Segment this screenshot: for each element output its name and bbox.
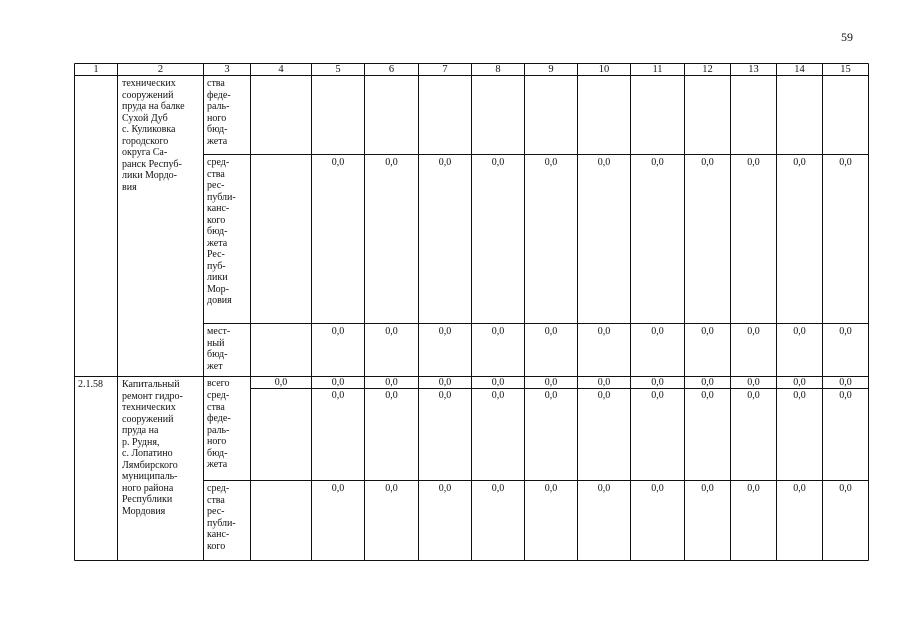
block-a-republic-col12: 0,0 — [701, 157, 714, 168]
header-col-8: 8 — [495, 64, 501, 75]
block-b-republic-col13: 0,0 — [747, 483, 760, 494]
block-b-total-col13: 0,0 — [747, 377, 760, 388]
block-a-description: технических сооружений пруда на балке Сухой Дуб с. Куликовка городского округа Са- ранск Респуб- лики Мордо- вия — [122, 78, 185, 193]
block-b-source-federal: сред- ства феде- раль- ного бюд- жета — [207, 390, 231, 470]
header-col-3: 3 — [224, 64, 230, 75]
block-a-local-col9: 0,0 — [544, 326, 558, 337]
block-b-federal-col13: 0,0 — [747, 390, 760, 401]
block-a-local-col7: 0,0 — [438, 326, 452, 337]
block-a-republic-col14: 0,0 — [793, 157, 806, 168]
block-b-federal-col6: 0,0 — [385, 390, 398, 401]
header-col-7: 7 — [442, 64, 448, 75]
block-a-local-col12: 0,0 — [701, 326, 714, 337]
block-b-federal-col10: 0,0 — [597, 390, 611, 401]
block-a-source-local: мест- ный бюд- жет — [207, 326, 231, 372]
page-number: 59 — [841, 30, 853, 44]
block-b-federal-col7: 0,0 — [438, 390, 452, 401]
block-a-local-col8: 0,0 — [491, 326, 505, 337]
block-b-total-col15: 0,0 — [839, 377, 852, 388]
block-a-republic-col13: 0,0 — [747, 157, 760, 168]
block-b-republic-col14: 0,0 — [793, 483, 806, 494]
header-col-15: 15 — [840, 64, 851, 75]
header-col-1: 1 — [93, 64, 99, 75]
block-b-republic-col7: 0,0 — [438, 483, 452, 494]
block-a-republic-col6: 0,0 — [385, 157, 398, 168]
block-b-republic-col10: 0,0 — [597, 483, 611, 494]
block-b-federal-col11: 0,0 — [651, 390, 664, 401]
block-b-total-col10: 0,0 — [597, 377, 611, 388]
header-col-6: 6 — [388, 64, 395, 75]
block-a-republic-col15: 0,0 — [839, 157, 852, 168]
block-a-republic-col7: 0,0 — [438, 157, 452, 168]
block-b-total-col14: 0,0 — [793, 377, 806, 388]
block-b-federal-col15: 0,0 — [839, 390, 852, 401]
block-a-republic-col5: 0,0 — [331, 157, 345, 168]
header-col-5: 5 — [335, 64, 341, 75]
block-b-code: 2.1.58 — [78, 379, 103, 390]
block-a-republic-col8: 0,0 — [491, 157, 505, 168]
block-b-federal-col14: 0,0 — [793, 390, 806, 401]
header-col-14: 14 — [794, 64, 805, 75]
block-b-total-col4: 0,0 — [274, 377, 288, 388]
block-b-federal-col5: 0,0 — [331, 390, 345, 401]
block-b-republic-col8: 0,0 — [491, 483, 505, 494]
block-b-republic-col5: 0,0 — [331, 483, 345, 494]
header-col-9: 9 — [548, 64, 554, 75]
block-a-local-col5: 0,0 — [331, 326, 345, 337]
block-b-total-col9: 0,0 — [544, 377, 558, 388]
block-b-total-col6: 0,0 — [385, 377, 398, 388]
header-col-13: 13 — [748, 64, 759, 75]
block-b-total-col8: 0,0 — [491, 377, 505, 388]
block-b-republic-col9: 0,0 — [544, 483, 558, 494]
block-a-source-federal: ства феде- раль- ного бюд- жета — [207, 78, 231, 147]
block-b-description: Капитальный ремонт гидро- технических сооружений пруда на р. Рудня, с. Лопатино Лямбирского муниципаль- ного района Республики Мордовия — [122, 379, 183, 517]
block-a-local-col13: 0,0 — [747, 326, 760, 337]
block-b-total-col5: 0,0 — [331, 377, 345, 388]
header-col-4: 4 — [278, 64, 284, 75]
block-b-federal-col8: 0,0 — [491, 390, 505, 401]
block-b-source-total: всего — [207, 378, 230, 389]
header-col-2: 2 — [157, 64, 164, 75]
block-a-local-col11: 0,0 — [651, 326, 664, 337]
block-a-local-col14: 0,0 — [793, 326, 806, 337]
block-b-republic-col11: 0,0 — [651, 483, 664, 494]
block-b-total-col7: 0,0 — [438, 377, 452, 388]
block-b-federal-col9: 0,0 — [544, 390, 558, 401]
block-a-local-col15: 0,0 — [839, 326, 852, 337]
block-a-republic-col10: 0,0 — [597, 157, 611, 168]
block-b-republic-col12: 0,0 — [701, 483, 714, 494]
header-col-11: 11 — [652, 64, 663, 75]
block-b-source-republic: сред- ства рес- публи- канс- кого — [207, 483, 236, 552]
header-col-10: 10 — [598, 64, 610, 75]
block-a-republic-col11: 0,0 — [651, 157, 664, 168]
block-b-republic-col6: 0,0 — [385, 483, 398, 494]
block-b-total-col11: 0,0 — [651, 377, 664, 388]
block-b-total-col12: 0,0 — [701, 377, 714, 388]
block-b-republic-col15: 0,0 — [839, 483, 852, 494]
block-a-local-col6: 0,0 — [385, 326, 398, 337]
block-a-source-republic: сред- ства рес- публи- канс- кого бюд- жета Рес- пуб- лики Мор- довия — [207, 157, 236, 306]
block-b-federal-col12: 0,0 — [701, 390, 714, 401]
block-a-republic-col9: 0,0 — [544, 157, 558, 168]
block-a-local-col10: 0,0 — [597, 326, 611, 337]
header-col-12: 12 — [702, 64, 713, 75]
